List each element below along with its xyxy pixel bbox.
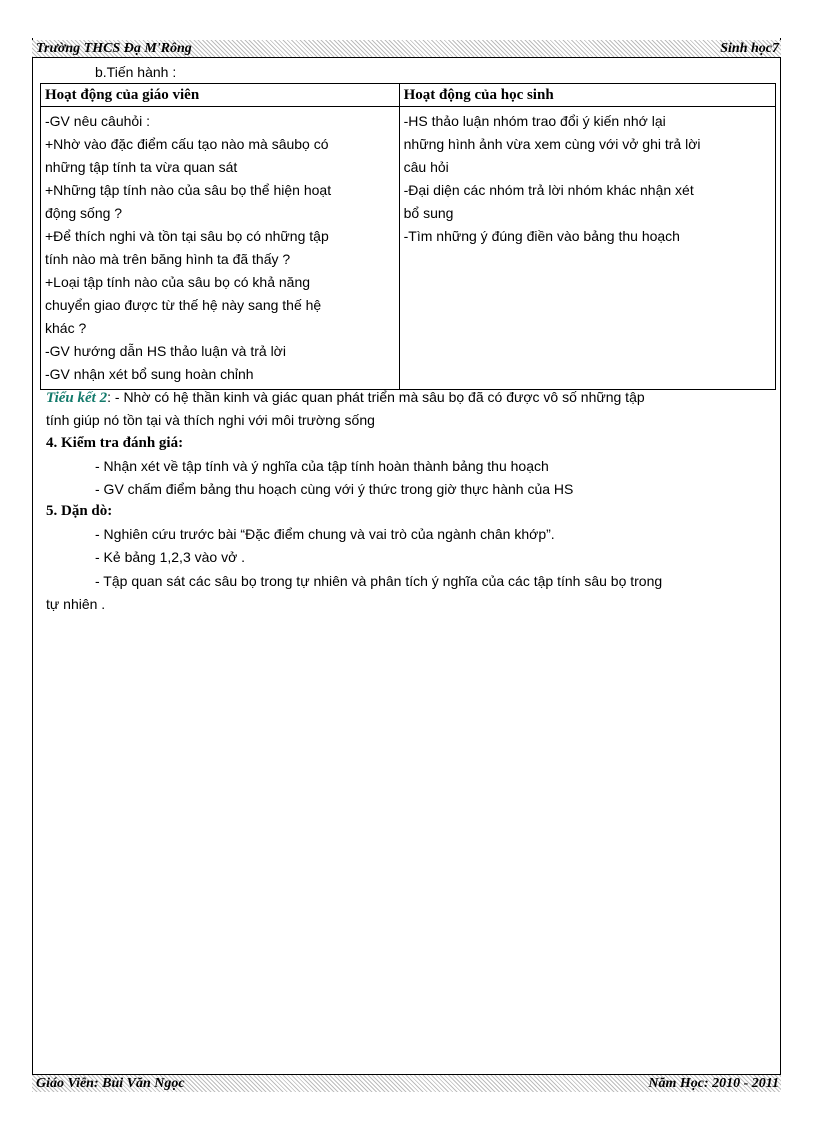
teacher-line: -GV hướng dẫn HS thảo luận và trả lời [45, 343, 286, 359]
section-4-title: . Kiểm tra đánh giá: [53, 435, 184, 451]
section-4-item: - Nhận xét về tập tính và ý nghĩa của tập tính hoàn thành bảng thu hoạch [95, 458, 549, 474]
teacher-line: +Những tập tính nào của sâu bọ thể hiện hoạt [45, 182, 332, 198]
student-line: -Tìm những ý đúng điền vào bảng thu hoạch [403, 228, 680, 244]
student-line: câu hỏi [403, 159, 449, 175]
teacher-name: Giáo Viên: Bùi Văn Ngọc [36, 1076, 185, 1091]
section-5-item: - Nghiên cứu trước bài “Đặc điểm chung và vai trò của ngành chân khớp”. [95, 526, 555, 542]
section-5-item: - Kẻ bảng 1,2,3 vào vở . [95, 549, 246, 565]
section-5-heading [46, 500, 112, 523]
student-line: -Đại diện các nhóm trả lời nhóm khác nhận xét [403, 182, 694, 198]
student-line: bổ sung [403, 205, 454, 221]
subheading: b.Tiến hành : [95, 64, 177, 80]
section-5-item-continued: tự nhiên . [46, 596, 106, 612]
table-row [41, 107, 776, 390]
school-name: Trường THCS Đạ M'Rông [36, 41, 192, 56]
summary-text-1: : - Nhờ có hệ thần kinh và giác quan phát triển mà sâu bọ đã có được vô số những tập [107, 389, 645, 405]
teacher-activity-cell [41, 107, 400, 390]
section-5-item: - Tập quan sát các sâu bọ trong tự nhiên và phân tích ý nghĩa của các tập tính sâu bọ trong [95, 573, 663, 589]
section-4-item: - GV chấm điểm bảng thu hoạch cùng với ý thức trong giờ thực hành của HS [95, 481, 574, 497]
teacher-line: chuyển giao được từ thế hệ này sang thế hệ [45, 297, 322, 313]
teacher-line: +Nhờ vào đặc điểm cấu tạo nào mà sâubọ có [45, 136, 329, 152]
school-year: Năm Học: 2010 - 2011 [648, 1076, 779, 1091]
page-header [32, 40, 781, 58]
teacher-line: +Để thích nghi và tồn tại sâu bọ có những tập [45, 228, 329, 244]
section-5-title: . Dặn dò: [53, 503, 113, 519]
summary-label: Tiểu kết 2 [46, 390, 108, 406]
section-4-number: 4 [46, 435, 54, 451]
teacher-line: động sống ? [45, 205, 123, 221]
section-5-number: 5 [46, 503, 54, 519]
student-line: -HS thảo luận nhóm trao đổi ý kiến nhớ lại [403, 113, 666, 129]
student-activity-cell [399, 107, 775, 390]
summary-line-2: tính giúp nó tồn tại và thích nghi với môi trường sống [46, 412, 375, 428]
summary-line-1 [46, 386, 645, 410]
page-footer [32, 1074, 781, 1092]
activity-table [40, 83, 776, 390]
teacher-line: -GV nêu câuhỏi : [45, 113, 151, 129]
student-line: những hình ảnh vừa xem cùng với vở ghi trả lời [403, 136, 701, 152]
teacher-line: khác ? [45, 320, 87, 336]
table-header-row [41, 84, 776, 107]
teacher-activity-header: Hoạt động của giáo viên [41, 84, 400, 107]
teacher-line: tính nào mà trên băng hình ta đã thấy ? [45, 251, 291, 267]
section-4-heading [46, 432, 183, 455]
teacher-line: -GV nhận xét bổ sung hoàn chỉnh [45, 366, 254, 382]
subject-name: Sinh học7 [720, 41, 779, 56]
teacher-line: +Loại tập tính nào của sâu bọ có khả năng [45, 274, 311, 290]
teacher-line: những tập tính ta vừa quan sát [45, 159, 238, 175]
student-activity-header: Hoạt động của học sinh [399, 84, 775, 107]
